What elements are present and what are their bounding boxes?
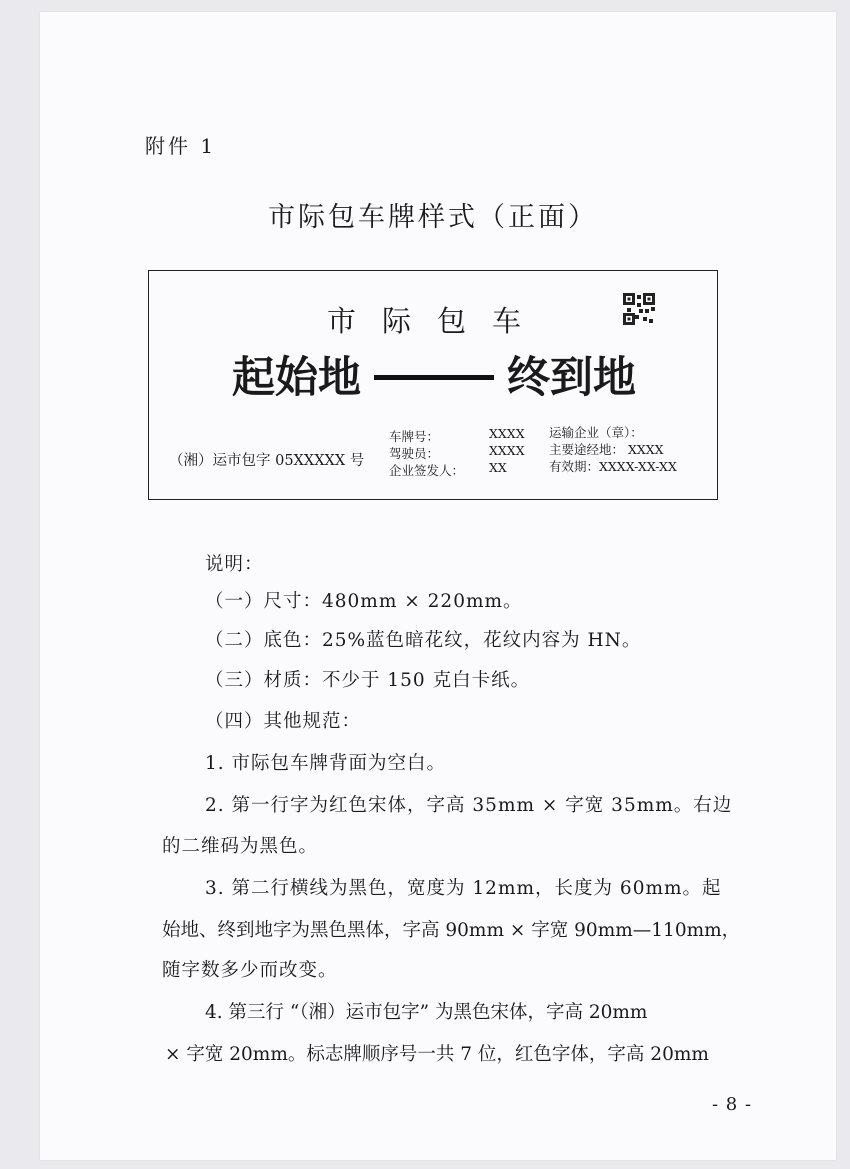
notes-heading: 说明： [205, 554, 264, 575]
rule-line: 1. 市际包车牌背面为空白。 [205, 753, 447, 774]
permit-number: （湘）运市包字 05XXXXX 号 [169, 453, 365, 469]
plate-line-1: 市际包车 [327, 304, 548, 338]
origin-label: 起始地 [232, 353, 361, 403]
signer-label: 企业签发人： [389, 463, 465, 478]
rule-line: 的二维码为黑色。 [162, 836, 319, 857]
rule-line: 随字数多少而改变。 [162, 960, 338, 981]
note-item: （三）材质：不少于 150 克白卡纸。 [205, 670, 531, 691]
company-line: 运输企业（章）： [549, 425, 643, 440]
document-title: 市际包车牌样式（正面） [268, 202, 598, 233]
destination-label: 终到地 [507, 353, 636, 403]
note-item: （一）尺寸：480mm × 220mm。 [205, 591, 523, 612]
plate-label: 车牌号： [389, 429, 440, 444]
rule-line: 3. 第二行横线为黑色，宽度为 12mm，长度为 60mm。起 [205, 878, 722, 899]
rule-line: 4. 第三行 “（湘）运市包字” 为黑色宋体，字高 20mm [205, 1002, 648, 1023]
plate-sample [148, 270, 718, 500]
signer-value: XX [489, 460, 507, 475]
plate-info-right [549, 424, 677, 475]
rule-line: 2. 第一行字为红色宋体，字高 35mm × 字宽 35mm。右边 [205, 795, 733, 816]
document-page [40, 12, 836, 1160]
driver-label: 驾驶员： [389, 446, 440, 461]
attachment-label: 附件 1 [145, 134, 217, 158]
route-dash [374, 375, 494, 380]
route-line: 主要途经地： XXXX [549, 442, 664, 457]
note-item: （四）其他规范： [205, 711, 362, 732]
page-number: - 8 - [712, 1094, 753, 1115]
validity-line: 有效期：XXXX-XX-XX [549, 459, 677, 474]
rule-line: 始地、终到地字为黑色黑体，字高 90mm × 字宽 90mm—110mm， [162, 920, 741, 941]
qr-code-icon [623, 293, 655, 325]
note-item: （二）底色：25%蓝色暗花纹，花纹内容为 HN。 [205, 630, 642, 651]
plate-info-values [489, 425, 525, 476]
rule-line: × 字宽 20mm。标志牌顺序号一共 7 位，红色字体，字高 20mm [165, 1044, 709, 1065]
plate-value: XXXX [489, 426, 525, 441]
plate-info-labels [389, 428, 464, 479]
driver-value: XXXX [489, 443, 525, 458]
